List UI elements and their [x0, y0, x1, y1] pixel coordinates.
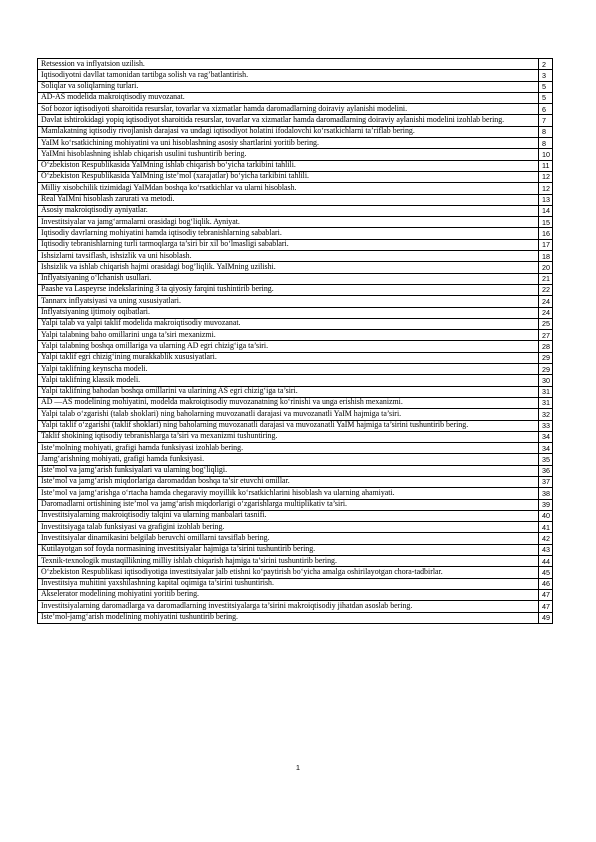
toc-entry-page: 17	[539, 239, 553, 250]
toc-entry-title: Asosiy makroiqtisodiy ayniyatlar.	[38, 205, 539, 216]
toc-row	[38, 228, 553, 239]
toc-row	[38, 352, 553, 363]
toc-row	[38, 126, 553, 137]
toc-entry-title: Investitsiyalarning makroiqtisodiy talqini va ularning manbalari tasnifi.	[38, 510, 539, 521]
toc-row	[38, 194, 553, 205]
toc-entry-page: 29	[539, 364, 553, 375]
toc-entry-page: 39	[539, 499, 553, 510]
toc-row	[38, 284, 553, 295]
toc-entry-page: 41	[539, 522, 553, 533]
toc-entry-page: 24	[539, 307, 553, 318]
toc-row	[38, 397, 553, 408]
toc-entry-title: Iqtisodiy tebranishlarning turli tarmoqlarga ta’siri bir xil bo‘lmasligi sabablari.	[38, 239, 539, 250]
toc-row	[38, 205, 553, 216]
toc-row	[38, 183, 553, 194]
toc-entry-title: Jamg‘arishning mohiyati, grafigi hamda funksiyasi.	[38, 454, 539, 465]
toc-entry-page: 33	[539, 420, 553, 431]
toc-row	[38, 567, 553, 578]
toc-entry-page: 28	[539, 341, 553, 352]
toc-entry-page: 47	[539, 589, 553, 600]
toc-entry-page: 24	[539, 296, 553, 307]
toc-entry-title: Iste’mol va jamg‘arish miqdorlariga daromaddan boshqa ta’sir etuvchi omillar.	[38, 476, 539, 487]
toc-entry-title: Investitsiyalarning daromadlarga va daromadlarning investitsiyalarga ta’sirini makroiqtisodiy jihatdan asoslab bering.	[38, 601, 539, 612]
toc-entry-page: 2	[539, 59, 553, 70]
toc-row	[38, 510, 553, 521]
toc-entry-page: 22	[539, 284, 553, 295]
toc-entry-title: Tannarx inflyatsiyasi va uning xususiyatlari.	[38, 296, 539, 307]
toc-entry-title: Investitsiyaga talab funksiyasi va grafigini izohlab bering.	[38, 522, 539, 533]
toc-row	[38, 431, 553, 442]
toc-row	[38, 499, 553, 510]
toc-row	[38, 465, 553, 476]
toc-entry-page: 18	[539, 251, 553, 262]
toc-row	[38, 92, 553, 103]
toc-entry-page: 7	[539, 115, 553, 126]
toc-entry-page: 37	[539, 476, 553, 487]
toc-entry-title: Ishsizlarni tavsiflash, ishsizlik va uni hisoblash.	[38, 251, 539, 262]
toc-row	[38, 409, 553, 420]
toc-row	[38, 217, 553, 228]
toc-entry-page: 30	[539, 375, 553, 386]
toc-entry-title: Investitsiyalar va jamg‘armalarni orasidagi bog‘liqlik. Ayniyat.	[38, 217, 539, 228]
toc-row	[38, 533, 553, 544]
toc-row	[38, 296, 553, 307]
toc-entry-page: 34	[539, 431, 553, 442]
toc-row	[38, 364, 553, 375]
toc-row	[38, 149, 553, 160]
toc-entry-title: Akselerator modelining mohiyatini yoritib bering.	[38, 589, 539, 600]
toc-entry-title: YaIM ko‘rsatkichining mohiyatini va uni hisoblashning asosiy shartlarini yoritib bering.	[38, 138, 539, 149]
toc-row	[38, 160, 553, 171]
toc-entry-page: 5	[539, 92, 553, 103]
toc-row	[38, 171, 553, 182]
toc-row	[38, 239, 553, 250]
toc-entry-title: Kutilayotgan sof foyda normasining investitsiyalar hajmiga ta’sirini tushuntirib bering.	[38, 544, 539, 555]
toc-entry-title: Iste’mol va jamg‘arishga o‘rtacha hamda chegaraviy moyillik ko‘rsatkichlarini hisoblash va ularning ahamiyati.	[38, 488, 539, 499]
toc-row	[38, 81, 553, 92]
toc-entry-page: 43	[539, 544, 553, 555]
toc-entry-title: Yalpi taklif o‘zgarishi (taklif shoklari) ning baholarning muvozanatli darajasi va muvozanatli YaIM hajmiga ta’sirini tushuntirib bering.	[38, 420, 539, 431]
toc-entry-title: Sof bozor iqtisodiyoti sharoitida resurslar, tovarlar va xizmatlar hamda daromadlarning doiraviy aylanishi modelini.	[38, 104, 539, 115]
toc-entry-title: Yalpi taklifning klassik modeli.	[38, 375, 539, 386]
toc-row	[38, 318, 553, 329]
toc-entry-title: Ishsizlik va ishlab chiqarish hajmi orasidagi bog’liqlik. YaIMning uzilishi.	[38, 262, 539, 273]
toc-entry-page: 12	[539, 183, 553, 194]
toc-row	[38, 454, 553, 465]
toc-row	[38, 443, 553, 454]
toc-entry-page: 47	[539, 601, 553, 612]
toc-entry-title: Inflyatsiyaning o‘lchanish usullari.	[38, 273, 539, 284]
toc-entry-title: Milliy xisobchilik tizimidagi YaIMdan boshqa ko‘rsatkichlar va ularni hisoblash.	[38, 183, 539, 194]
toc-entry-page: 20	[539, 262, 553, 273]
toc-row	[38, 70, 553, 81]
toc-row	[38, 386, 553, 397]
toc-row	[38, 273, 553, 284]
toc-entry-page: 14	[539, 205, 553, 216]
toc-entry-page: 46	[539, 578, 553, 589]
toc-entry-page: 27	[539, 330, 553, 341]
toc-row	[38, 522, 553, 533]
toc-entry-page: 36	[539, 465, 553, 476]
toc-entry-page: 29	[539, 352, 553, 363]
toc-row	[38, 307, 553, 318]
toc-entry-page: 16	[539, 228, 553, 239]
toc-entry-page: 31	[539, 386, 553, 397]
toc-row	[38, 138, 553, 149]
toc-row	[38, 556, 553, 567]
toc-row	[38, 476, 553, 487]
toc-entry-page: 31	[539, 397, 553, 408]
toc-row	[38, 578, 553, 589]
toc-entry-page: 11	[539, 160, 553, 171]
toc-row	[38, 115, 553, 126]
toc-entry-title: Yalpi taklifning keynscha modeli.	[38, 364, 539, 375]
toc-entry-page: 35	[539, 454, 553, 465]
toc-entry-title: YaIMni hisoblashning ishlab chiqarish usulini tushuntirib bering.	[38, 149, 539, 160]
table-of-contents	[37, 58, 553, 624]
toc-row	[38, 59, 553, 70]
toc-row	[38, 104, 553, 115]
toc-entry-page: 49	[539, 612, 553, 623]
toc-entry-title: AD —AS modelining mohiyatini, modelda makroiqtisodiy muvozanatning ko‘rinishi va unga erishish mexanizmi.	[38, 397, 539, 408]
toc-entry-title: Yalpi talab va yalpi taklif modelida makroiqtisodiy muvozanat.	[38, 318, 539, 329]
toc-row	[38, 341, 553, 352]
toc-entry-title: O‘zbekiston Respublikasi iqtisodiyotiga investitsiyalar jalb etishni ko‘paytirish bo‘yicha amalga oshirilayotgan chora-tadbirlar.	[38, 567, 539, 578]
toc-entry-title: Real YaIMni hisoblash zarurati va metodi.	[38, 194, 539, 205]
toc-entry-page: 40	[539, 510, 553, 521]
toc-entry-page: 5	[539, 81, 553, 92]
toc-entry-title: O‘zbekiston Respublikasida YaIMning ishlab chiqarish bo‘yicha tarkibini tahlili.	[38, 160, 539, 171]
toc-entry-title: Daromadlarni ortishining iste’mol va jamg‘arish miqdorlarigi o‘zgarishlarga multiplikativ ta’siri.	[38, 499, 539, 510]
toc-entry-page: 10	[539, 149, 553, 160]
toc-entry-page: 13	[539, 194, 553, 205]
toc-row	[38, 262, 553, 273]
toc-entry-title: Paashe va Laspeyrse indekslarining 3 ta qiyosiy farqini tushintirib bering.	[38, 284, 539, 295]
toc-entry-page: 45	[539, 567, 553, 578]
toc-entry-page: 8	[539, 138, 553, 149]
toc-row	[38, 375, 553, 386]
toc-entry-page: 8	[539, 126, 553, 137]
toc-entry-title: Retsession va inflyatsion uzilish.	[38, 59, 539, 70]
toc-entry-title: Iqtisodiy davrlarning mohiyatini hamda iqtisodiy tebranishlarning sabablari.	[38, 228, 539, 239]
toc-entry-page: 44	[539, 556, 553, 567]
toc-row	[38, 251, 553, 262]
toc-row	[38, 488, 553, 499]
toc-row	[38, 544, 553, 555]
toc-row	[38, 589, 553, 600]
toc-entry-title: Iste’mol-jamg‘arish modelining mohiyatini tushuntirib bering.	[38, 612, 539, 623]
toc-entry-title: Iste’molning mohiyati, grafigi hamda funksiyasi izohlab bering.	[38, 443, 539, 454]
toc-entry-title: Yalpi talabning baho omillarini unga ta’siri mexanizmi.	[38, 330, 539, 341]
toc-row	[38, 330, 553, 341]
toc-entry-page: 3	[539, 70, 553, 81]
toc-entry-title: Yalpi taklif egri chizig‘ining murakkablik xususiyatlari.	[38, 352, 539, 363]
toc-entry-page: 38	[539, 488, 553, 499]
toc-row	[38, 601, 553, 612]
toc-entry-title: Iste’mol va jamg‘arish funksiyalari va ularning bog‘liqligi.	[38, 465, 539, 476]
toc-entry-page: 21	[539, 273, 553, 284]
toc-entry-title: Investitsiya muhitini yaxshilashning kapital oqimiga ta’sirini tushuntirish.	[38, 578, 539, 589]
toc-entry-title: Yalpi talabning boshqa omillariga va ularning AD egri chizig‘iga ta’siri.	[38, 341, 539, 352]
toc-row	[38, 612, 553, 623]
toc-entry-title: AD-AS modelida makroiqtisodiy muvozanat.	[38, 92, 539, 103]
toc-entry-page: 6	[539, 104, 553, 115]
toc-entry-title: Davlat ishtirokidagi yopiq iqtisodiyot sharoitida resurslar, tovarlar va xizmatlar hamda daromadlarning doiraviy aylanishi modelini izohlab bering.	[38, 115, 539, 126]
toc-entry-title: Taklif shokining iqtisodiy tebranishlarga ta’siri va mexanizmi tushuntiring.	[38, 431, 539, 442]
toc-entry-page: 15	[539, 217, 553, 228]
toc-entry-title: Texnik-texnologik mustaqillikning milliy ishlab chiqarish hajmiga ta’sirini tushuntirib bering.	[38, 556, 539, 567]
toc-entry-page: 25	[539, 318, 553, 329]
page-number: 1	[295, 763, 301, 772]
toc-entry-title: Yalpi taklifning bahodan boshqa omillarini va ularining AS egri chizig‘iga ta’siri.	[38, 386, 539, 397]
toc-entry-page: 32	[539, 409, 553, 420]
toc-entry-page: 12	[539, 171, 553, 182]
toc-entry-title: Mamlakatning iqtisodiy rivojlanish darajasi va undagi iqtisodiyot holatini ifodalovchi ko‘rsatkichlarni ta’riflab bering.	[38, 126, 539, 137]
toc-entry-title: Inflyatsiyaning ijtimoiy oqibatlari.	[38, 307, 539, 318]
toc-entry-title: Investitsiyalar dinamikasini belgilab beruvchi omillarni tavsiflab bering.	[38, 533, 539, 544]
toc-row	[38, 420, 553, 431]
toc-entry-title: Yalpi talab o‘zgarishi (talab shoklari) ning baholarning muvozanatli darajasi va muvozanatli YaIM hajmiga ta’siri.	[38, 409, 539, 420]
toc-entry-title: O‘zbekiston Respublikasida YaIMning iste’mol (xarajatlar) bo‘yicha tarkibini tahlili.	[38, 171, 539, 182]
toc-entry-title: Soliqlar va soliqlarning turlari.	[38, 81, 539, 92]
toc-entry-page: 42	[539, 533, 553, 544]
toc-body	[38, 59, 553, 624]
toc-entry-title: Iqtisodiyotni davllat tamonidan tartibga solish va rag’batlantirish.	[38, 70, 539, 81]
toc-entry-page: 34	[539, 443, 553, 454]
